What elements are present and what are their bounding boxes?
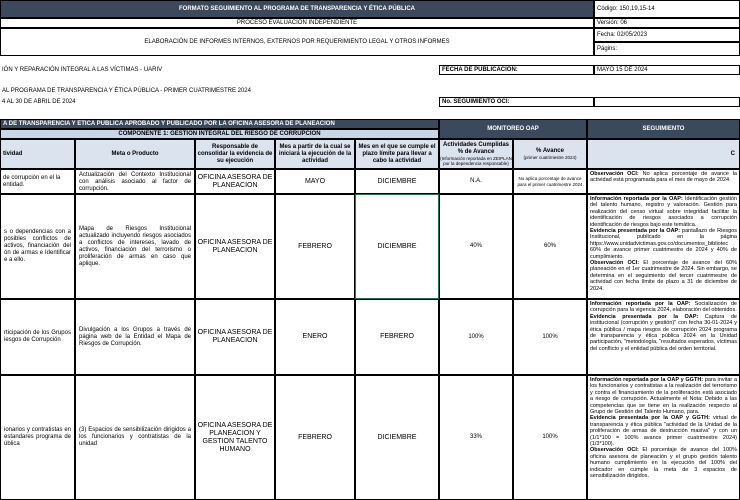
row2-obs2-text: pantallazo de Riesgos Institucional, publicado en la página https://www.unidadvictimas.gov.co/documentos_bibliotec 60% de avance primer cuatrimestre de 2024 y 40% de cumplimiento. (590, 228, 737, 260)
row4-obs2-label: Evidencia presentada por la OAP y GGTH: (590, 415, 710, 422)
form-date: Fecha: 02/05/2023 (594, 28, 740, 42)
row2-actividad: s o dependencias con a posibles conflictos de activos, financiación del ón de armas e Identificar e a ello. (0, 194, 75, 299)
row3-actividad: rticipación de los Grupos iesgos de Corrupción (0, 299, 75, 375)
col-responsable: Responsable de consolidar la evidencia de su ejecución (195, 139, 275, 169)
row4-fin: DICIEMBRE (355, 375, 439, 500)
row1-cumplidas: N.A. (439, 169, 513, 194)
row4-actividad: ionarios y contratistas en estandares programa de ública (0, 375, 75, 500)
row4-obs2-text: virtual de transparencia y ética pública "actividad de la Unidad de la proliferación de armas de destrucción masiva" y con un (1/1*100 = 100% avance primer cuatrimestre 2024) (1/3*100). (590, 415, 737, 448)
col-meta: Meta o Producto (75, 139, 195, 169)
row4-meta: (3) Espacios de sensibilización dirigidos a los funcionarios y contratistas de la unidad (75, 375, 195, 500)
publication-label: FECHA DE PUBLICACIÓN: (439, 65, 594, 75)
row4-obs1-text: para invitar a los funcionarios y contratistas a la realización del terrorismo y contra el financiamiento de la proliferación está asociado a riesgo de corrupción. Actualmente el Nota: Debido a las competencias que se tiene en la realización respecto al Grupo de Gestión del Talento Humano, para. (590, 377, 737, 416)
period: 4 AL 30 DE ABRIL DE 2024 (2, 98, 76, 105)
row1-avance: No aplica porcentaje de avance para el primer cuatrimestre 2024 (513, 169, 587, 194)
col-avance (513, 139, 587, 169)
row1-inicio: MAYO (275, 169, 355, 194)
row3-obs1-label: Información reportada por la OAP: (590, 301, 691, 307)
row1-meta: Actualización del Contexto Institucional con análisis asociado al factor de corrupción. (75, 169, 195, 194)
col-mes-inicio: Mes a partir de la cual se iniciará la ejecución de la actividad (275, 139, 355, 169)
monitoreo-header: MONITOREO OAP (439, 119, 587, 139)
component-title: COMPONENTE 1: GESTIÓN INTEGRAL DEL RIESGO DE CORRUPCIÓN (0, 129, 439, 139)
row4-observaciones (587, 375, 740, 500)
row3-obs2-text: Captura de institucional (corrupción y gestión)" con fecha 30-01-2024 y ética pública / mapa riesgos de corrupción 2024 programa de transparencia y ética pública 2024 en la Unidad participación, "metodología, "resultados esperados, víctimas del conflicto y el entidad pública del orden territorial. (590, 313, 737, 352)
row4-cumplidas: 33% (439, 375, 513, 500)
row4-obs1-label: Información reportada por la OAP y GGTH: (590, 377, 704, 383)
row3-fin: FEBRERO (355, 299, 439, 375)
form-code: Código: 150,19,15-14 (594, 0, 740, 18)
entity-name: IÓN Y REPARACIÓN INTEGRAL A LAS VÍCTIMAS - UARIV (2, 66, 163, 73)
col-avance-note: (primer cuatrimestre 2024) (523, 155, 577, 160)
col-actividad: tividad (0, 139, 75, 169)
procedure-name: ELABORACIÓN DE INFORMES INTERNOS, EXTERNOS POR REQUERIMIENTO LEGAL Y OTROS INFORMES (0, 28, 594, 56)
row2-observaciones (587, 194, 740, 299)
row3-obs2-label: Evidencia presentada por la OAP: (590, 313, 699, 320)
row2-responsable: OFICINA ASESORA DE PLANEACION (195, 194, 275, 299)
form-title: FORMATO SEGUIMIENTO AL PROGRAMA DE TRANSPARENCIA Y ÉTICA PÚBLICA (0, 0, 594, 18)
row1-obs1-text: No aplica porcentaje de avance la actividad está programada para el mes de mayo de 2024. (590, 171, 737, 184)
row2-inicio: FEBRERO (275, 194, 355, 299)
row2-obs3-text: El porcentaje de avance del 60% planeación en el 1er cuatrimestre de 2024. Sin embargo, se determina en el seguimiento del tercer cuatrimestre de actividad con fecha límite de plazo a 31 de diciembre de 2024. (590, 260, 737, 292)
row2-fin[interactable]: DICIEMBRE (355, 194, 439, 299)
program-name: AL PROGRAMA DE TRANSPARENCIA Y ÉTICA PÚBLICA - PRIMER CUATRIMESTRE 2024 (2, 87, 251, 94)
row2-obs2-label: Evidencia presentada por la OAP: (590, 228, 681, 235)
publication-date: MAYO 15 DE 2024 (594, 65, 740, 75)
row2-cumplidas: 40% (439, 194, 513, 299)
row2-avance: 60% (513, 194, 587, 299)
row2-obs1-label: Información reportada por la OAP: (590, 196, 683, 202)
row4-avance: 100% (513, 375, 587, 500)
row1-observaciones (587, 169, 740, 194)
seguimiento-label: No. SEGUIMIENTO OCI: (439, 97, 594, 107)
row3-avance: 100% (513, 299, 587, 375)
row1-responsable: OFICINA ASESORA DE PLANEACION (195, 169, 275, 194)
row1-obs1-label: Observación OCI: (590, 171, 639, 177)
row3-obs1-text: Socialización de corrupción para la vigencia 2024, elaboración del obtenidos. (590, 301, 737, 314)
row3-responsable: OFICINA ASESORA DE PLANEACION (195, 299, 275, 375)
row2-obs3-label: Observación OCI: (590, 260, 640, 267)
section-title: A DE TRANSPARENCIA Y ÉTICA PÚBLICA APROBADO Y PUBLICADO POR LA OFICINA ASESORA DE PLANEACIÓN (0, 119, 439, 129)
col-avance-title: % Avance (536, 148, 564, 154)
row4-obs3-label: Observación OCI: (590, 447, 639, 454)
row4-inicio: FEBRERO (275, 375, 355, 500)
seguimiento-value (594, 97, 740, 107)
col-cumplidas-note: (Información reportada en ZEIPLAN por la dependencia responsable) (440, 156, 512, 166)
row3-cumplidas: 100% (439, 299, 513, 375)
col-cumplidas (439, 139, 513, 169)
row1-fin: DICIEMBRE (355, 169, 439, 194)
row3-inicio: ENERO (275, 299, 355, 375)
form-version: Versión: 06 (594, 18, 740, 28)
row2-obs1-text: Identificación gestión del talento humano, registro y valoración. Gestión para realización del censo virtual sobre integridad facilitar la identificación de riesgos asociados a corrupción identificación de riesgos bajo este temática. (590, 196, 737, 228)
col-mes-fin: Mes en el que se cumple el plazo límite para llevar a cabo la actividad (355, 139, 439, 169)
seguimiento-header: SEGUIMIENTO (587, 119, 740, 139)
row4-obs3-text: El porcentaje de avance del 100% oficina asesora de planeación y el grupo gestión talento humano cumplimiento en la ejecución del 100% del indicador en cumple la meta de 3 espacios de sensibilización dirigidos. (590, 447, 737, 480)
row3-observaciones (587, 299, 740, 375)
form-pages: Págins: (594, 42, 740, 56)
process-name: PROCESO EVALUACIÓN INDEPENDIENTE (0, 18, 594, 28)
row2-meta: Mapa de Riesgos Institucional actualizado incluyendo riesgos asociados a conflictos de intereses, lavado de activos, financiación del terrorismo o proliferación de armas en caso que aplique. (75, 194, 195, 299)
row1-actividad: de corrupción en el la entidad. (0, 169, 75, 194)
col-observaciones: C (587, 139, 740, 169)
row3-meta: Divulgación a los Grupos a través de página web de la Entidad el Mapa de Riesgos de Corrupción. (75, 299, 195, 375)
col-cumplidas-title: Actividades Cumplidas % de Avance (442, 142, 510, 155)
row4-responsable: OFICINA ASESORA DE PLANEACION Y GESTION TALENTO HUMANO (195, 375, 275, 500)
